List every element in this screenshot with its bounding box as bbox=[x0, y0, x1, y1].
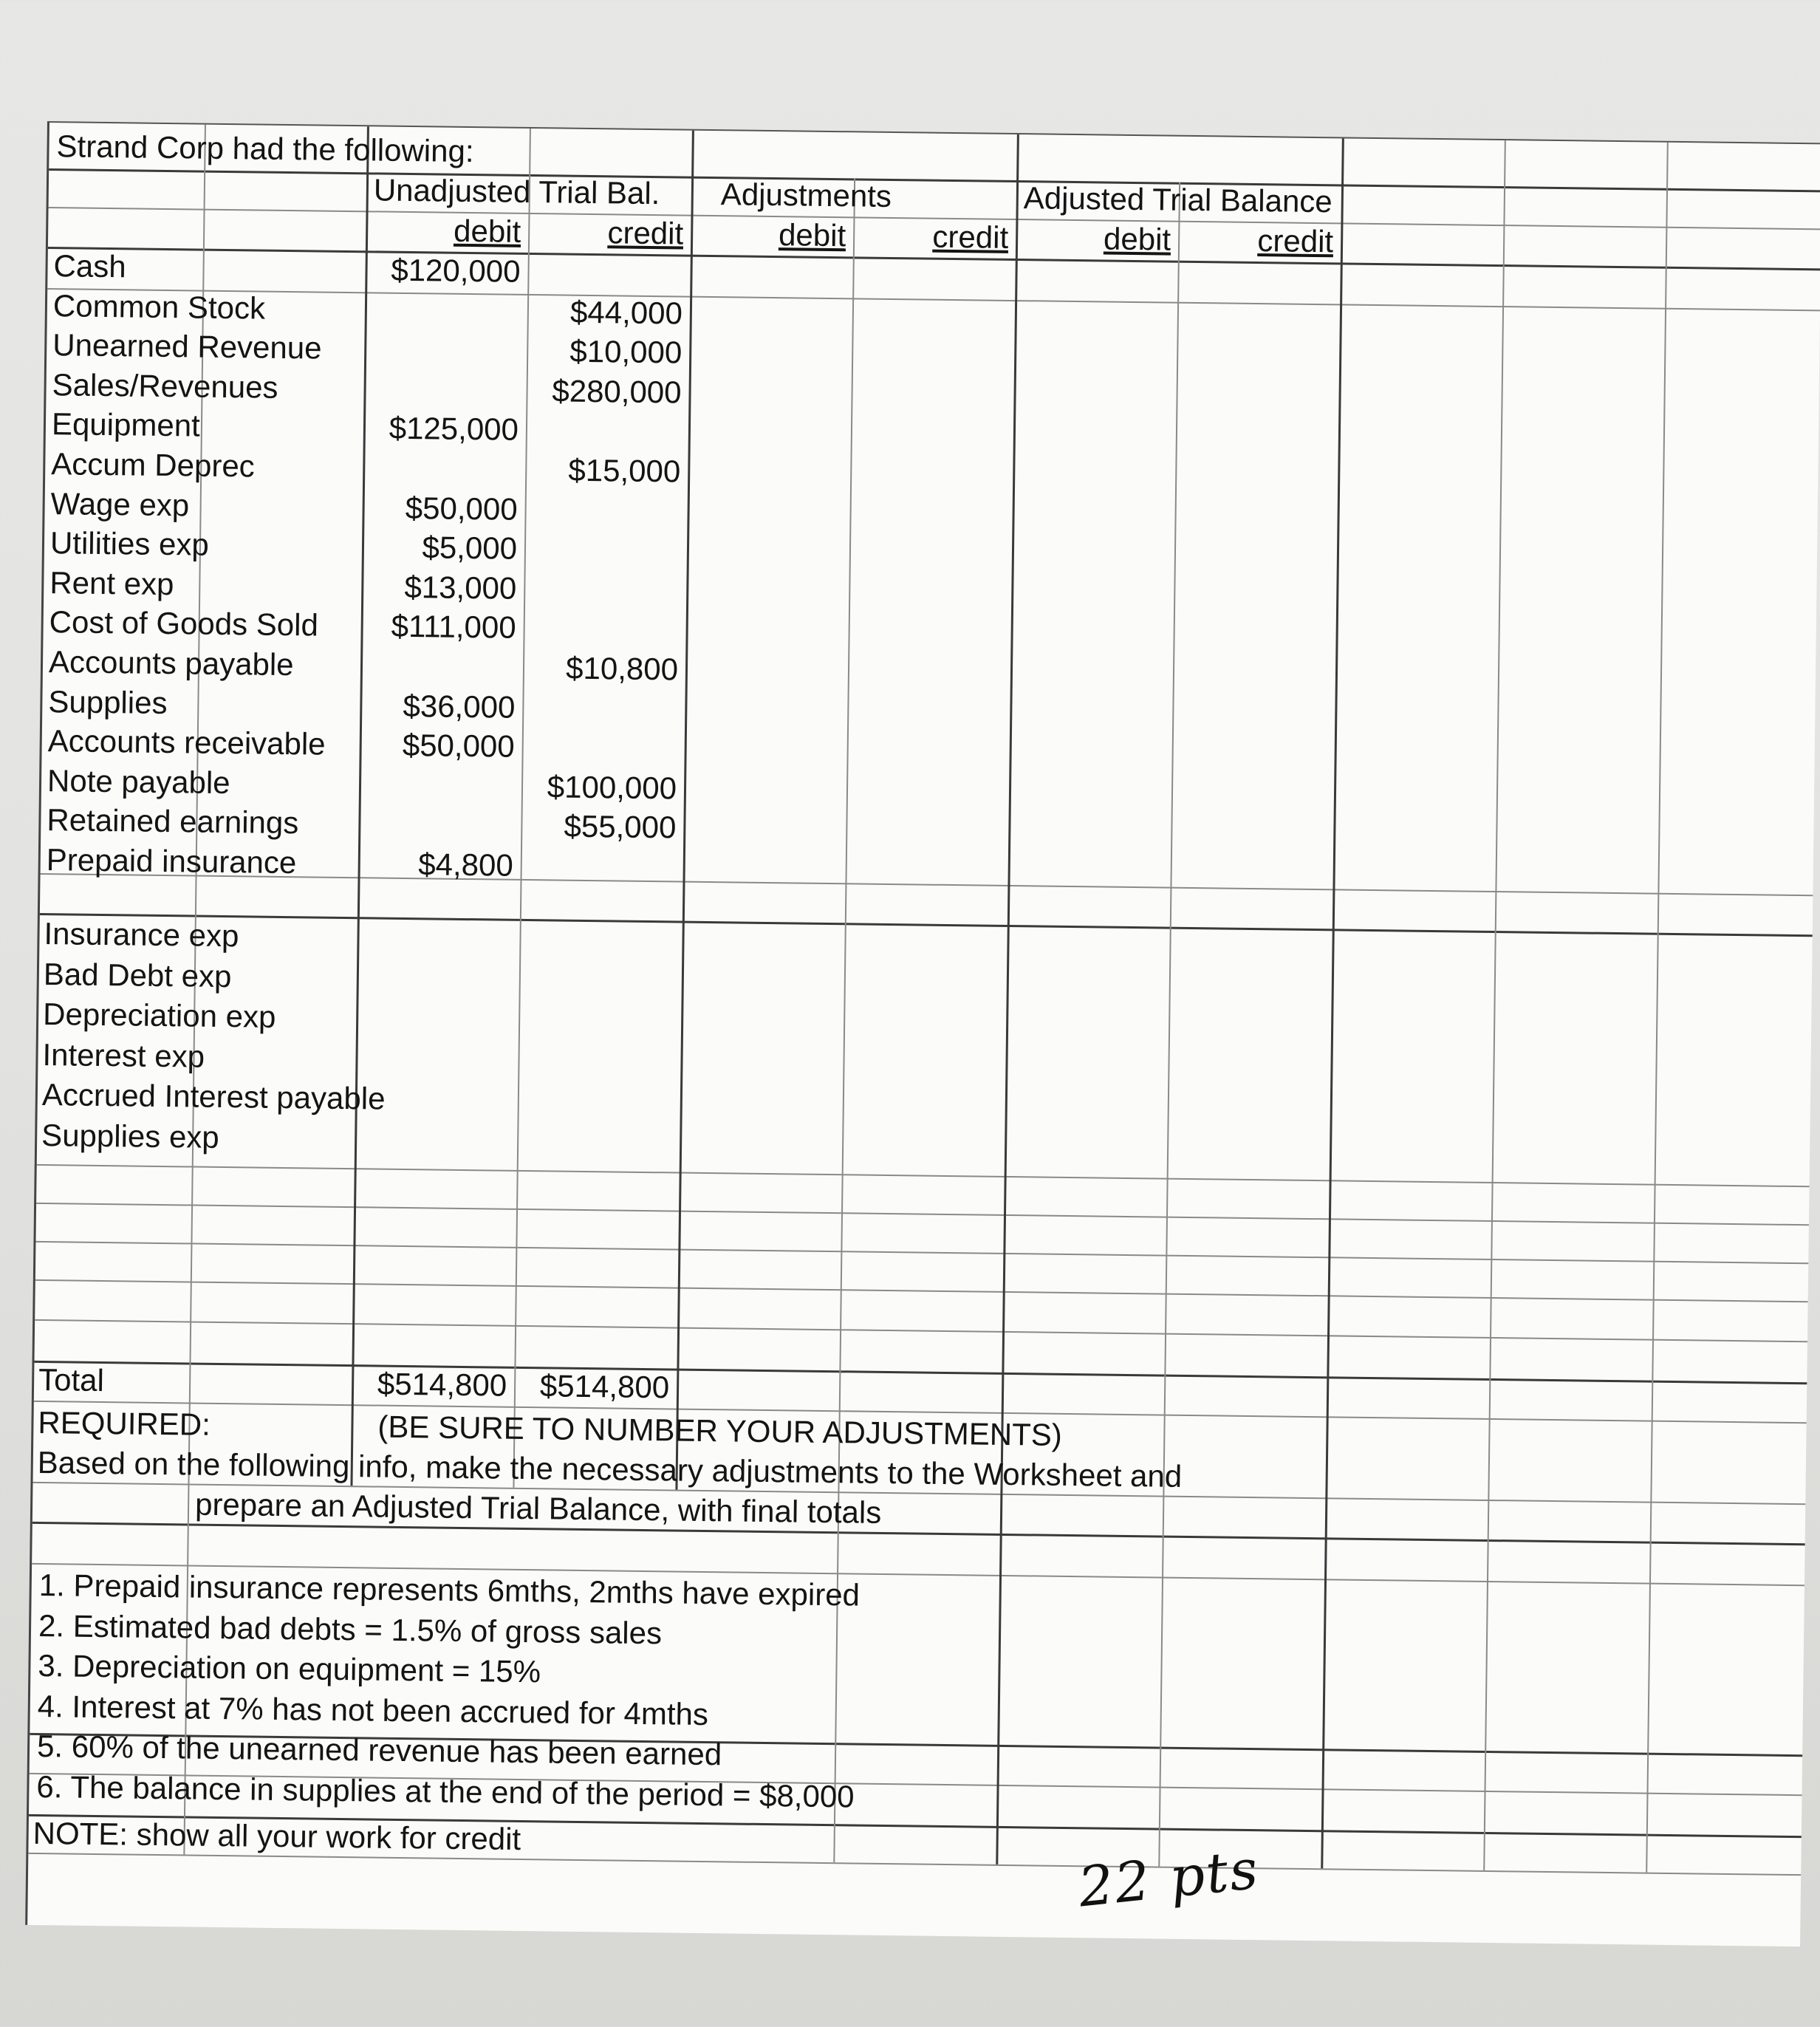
header-unadj-debit: debit bbox=[453, 213, 521, 249]
extra-account-name: Accrued Interest payable bbox=[41, 1077, 386, 1116]
header-unadj-credit: credit bbox=[607, 215, 684, 251]
header-adjustments: Adjustments bbox=[720, 177, 892, 213]
grid-line bbox=[40, 913, 1813, 937]
header-adj-debit: debit bbox=[778, 217, 846, 253]
total-credit: $514,800 bbox=[539, 1368, 670, 1405]
unadjusted-credit-cell: $10,800 bbox=[565, 650, 679, 687]
instruction-item: 2. Estimated bad debts = 1.5% of gross sales bbox=[38, 1607, 663, 1650]
unadjusted-credit-cell: $100,000 bbox=[547, 769, 677, 806]
extra-account-name: Bad Debt exp bbox=[43, 956, 232, 994]
instruction-item: 3. Depreciation on equipment = 15% bbox=[38, 1648, 541, 1689]
unadjusted-credit-cell: $44,000 bbox=[569, 294, 683, 331]
grid-line bbox=[350, 126, 369, 1486]
instruction-item: 5. 60% of the unearned revenue has been earned bbox=[36, 1728, 722, 1772]
extra-account-name: Interest exp bbox=[42, 1036, 205, 1074]
account-name: Unearned Revenue bbox=[52, 327, 322, 366]
grid-line bbox=[35, 1319, 1807, 1342]
grid-line bbox=[37, 1164, 1810, 1187]
account-name: Accum Deprec bbox=[51, 446, 256, 484]
unadjusted-debit-cell bbox=[365, 329, 520, 332]
worksheet bbox=[25, 121, 1820, 1946]
unadjusted-credit-cell: $280,000 bbox=[552, 373, 682, 410]
total-debit: $514,800 bbox=[377, 1366, 507, 1403]
required-line-1: Based on the following info, make the necessary adjustments to the Worksheet and bbox=[37, 1444, 1183, 1494]
unadjusted-debit-cell: $111,000 bbox=[391, 609, 516, 646]
grid-line bbox=[32, 1522, 1805, 1545]
header-adjusted: Adjusted Trial Balance bbox=[1023, 180, 1333, 219]
grid-line bbox=[34, 1361, 1807, 1384]
header-unadjusted: Unadjusted Trial Bal. bbox=[373, 172, 660, 211]
instruction-item: 4. Interest at 7% has not been accrued for 4mths bbox=[37, 1688, 709, 1732]
header-atb-debit: debit bbox=[1103, 221, 1171, 257]
required-label: REQUIRED: bbox=[38, 1404, 211, 1442]
required-line-2: prepare an Adjusted Trial Balance, with final totals bbox=[194, 1486, 882, 1530]
instruction-item: 1. Prepaid insurance represents 6mths, 2mths have expired bbox=[38, 1568, 861, 1613]
account-name: Prepaid insurance bbox=[46, 842, 297, 881]
extra-account-name: Supplies exp bbox=[41, 1117, 220, 1155]
grid-line bbox=[35, 1279, 1808, 1302]
account-name: Note payable bbox=[47, 762, 230, 800]
account-name: Equipment bbox=[51, 406, 201, 443]
sheet-title: Strand Corp had the following: bbox=[56, 129, 474, 169]
unadjusted-debit-cell: $50,000 bbox=[402, 728, 515, 764]
unadjusted-credit-cell bbox=[522, 728, 677, 730]
instruction-item: 6. The balance in supplies at the end of the period = $8,000 bbox=[36, 1768, 855, 1814]
unadjusted-debit-cell bbox=[364, 369, 519, 372]
total-label: Total bbox=[38, 1361, 105, 1398]
grid-line bbox=[36, 1203, 1809, 1226]
unadjusted-debit-cell: $5,000 bbox=[422, 530, 518, 566]
unadjusted-debit-cell: $13,000 bbox=[404, 569, 517, 606]
unadjusted-credit-cell: $15,000 bbox=[568, 452, 681, 489]
header-adj-credit: credit bbox=[932, 219, 1009, 255]
account-name: Cost of Goods Sold bbox=[49, 604, 319, 643]
work-note: NOTE: show all your work for credit bbox=[32, 1815, 521, 1857]
account-name: Utilities exp bbox=[49, 525, 210, 562]
grid-line bbox=[1158, 182, 1180, 1867]
account-name: Rent exp bbox=[49, 564, 174, 601]
header-atb-credit: credit bbox=[1257, 223, 1334, 259]
unadjusted-debit-cell bbox=[359, 805, 514, 807]
grid-line bbox=[49, 168, 1820, 192]
unadjusted-credit-cell: $10,000 bbox=[569, 333, 682, 370]
grid-line bbox=[1321, 138, 1344, 1868]
account-name: Accounts payable bbox=[48, 644, 294, 683]
grid-line bbox=[1646, 143, 1669, 1873]
account-name: Supplies bbox=[48, 683, 168, 720]
unadjusted-debit-cell: $50,000 bbox=[405, 490, 518, 527]
grid-line bbox=[47, 288, 1820, 311]
unadjusted-debit-cell: $125,000 bbox=[389, 411, 519, 448]
unadjusted-credit-cell bbox=[524, 570, 680, 572]
account-name: Sales/Revenues bbox=[52, 366, 278, 405]
unadjusted-debit-cell: $36,000 bbox=[403, 688, 516, 725]
required-note: (BE SURE TO NUMBER YOUR ADJUSTMENTS) bbox=[377, 1409, 1063, 1452]
account-name: Retained earnings bbox=[47, 802, 299, 841]
unadjusted-credit-cell: $55,000 bbox=[564, 809, 677, 845]
grid-line bbox=[41, 873, 1813, 896]
extra-account-name: Depreciation exp bbox=[42, 997, 276, 1034]
account-name: Accounts receivable bbox=[47, 723, 326, 762]
handwritten-score: 22 pts bbox=[1075, 1837, 1262, 1920]
account-name: Wage exp bbox=[50, 485, 190, 522]
grid-line bbox=[35, 1241, 1808, 1264]
grid-line bbox=[28, 1853, 1801, 1876]
extra-account-name: Insurance exp bbox=[44, 916, 239, 954]
grid-line bbox=[996, 134, 1019, 1864]
account-name: Common Stock bbox=[52, 287, 266, 326]
grid-line bbox=[1483, 140, 1506, 1870]
unadjusted-credit-cell bbox=[524, 609, 679, 611]
unadjusted-credit-cell bbox=[524, 530, 680, 532]
account-name: Cash bbox=[53, 248, 126, 284]
unadjusted-debit-cell: $4,800 bbox=[417, 847, 514, 883]
unadjusted-debit-cell: $120,000 bbox=[391, 252, 521, 289]
